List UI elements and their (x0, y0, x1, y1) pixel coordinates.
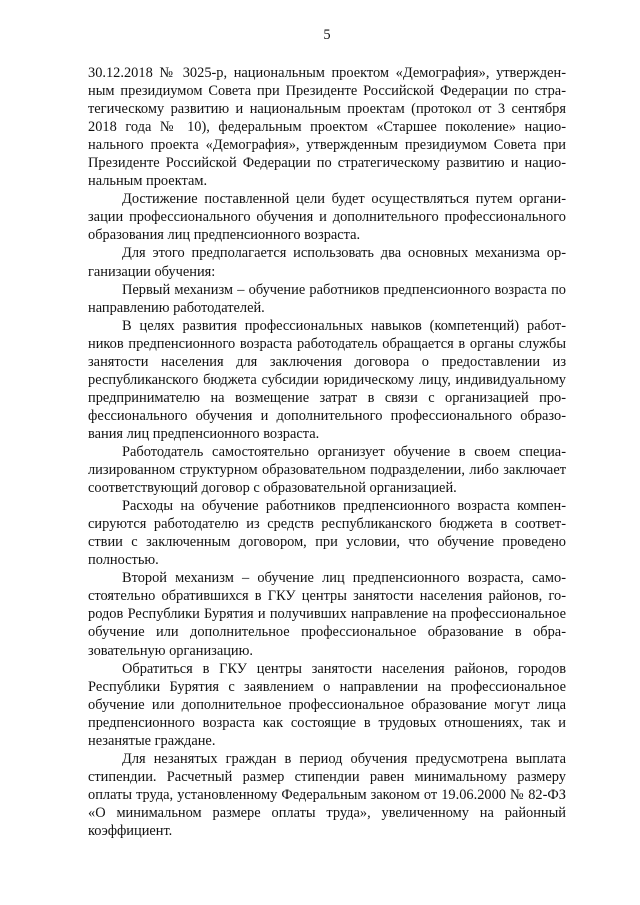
paragraph-10: Для незанятых граждан в период обучения предусмотрена выплата стипендии. Расчетный размер стипендии равен минимальному размеру оплаты труда, установленному Федеральным законом от 19.06.2000 № 82-ФЗ «О минимальном размере оплаты труда», увеличенному на районный коэффициент. (88, 750, 566, 839)
paragraph-7: Расходы на обучение работников предпенсионного возраста компенсируются работодателю из средств республиканского бюджета в соответствии с заключенным договором, при условии, что обучение проведено полностью. (88, 498, 566, 569)
paragraph-1: 30.12.2018 № 3025-р, национальным проектом «Демография», утвержденным президиумом Совета при Президенте Российской Федерации по стратегическому развитию и национальным проектам (протокол от 3 сентября 2018 года № 10), федеральным проектом «Старшее поколение» национального проекта «Демография», утвержденным президиумом Совета при Президенте Российской Федерации по стратегическому развитию и национальным проектам. (88, 65, 566, 190)
page-number: 5 (323, 27, 331, 43)
paragraph-9: Обратиться в ГКУ центры занятости населения районов, городов Республики Бурятия с заявлением о направлении на профессиональное обучение или дополнительное профессиональное образование могут лица предпенсионного возраста как состоящие в трудовых отношениях, так и незанятые граждане. (88, 660, 566, 749)
paragraph-4: Первый механизм – обучение работников предпенсионного возраста по направлению работодателей. (88, 281, 566, 316)
paragraph-3: Для этого предполагается использовать два основных механизма организации обучения: (88, 245, 566, 280)
paragraph-8: Второй механизм – обучение лиц предпенсионного возраста, самостоятельно обратившихся в ГКУ центры занятости населения районов, городов Республики Бурятия и получивших направление на профессиональное обучение или дополнительное профессиональное образование в образовательную организацию. (88, 570, 566, 659)
paragraph-6: Работодатель самостоятельно организует обучение в своем специализированном структурном образовательном подразделении, либо заключает соответствующий договор с образовательной организацией. (88, 443, 566, 497)
document-page (88, 26, 566, 840)
paragraph-5: В целях развития профессиональных навыков (компетенций) работников предпенсионного возраста работодатель обращается в органы службы занятости населения для заключения договора о предоставлении из республиканского бюджета субсидии юридическому лицу, индивидуальному предпринимателю на возмещение затрат в связи с организацией профессионального обучения и дополнительного профессионального образования лиц предпенсионного возраста. (88, 317, 566, 442)
paragraph-2: Достижение поставленной цели будет осуществляться путем организации профессионального обучения и дополнительного профессионального образования лиц предпенсионного возраста. (88, 191, 566, 244)
